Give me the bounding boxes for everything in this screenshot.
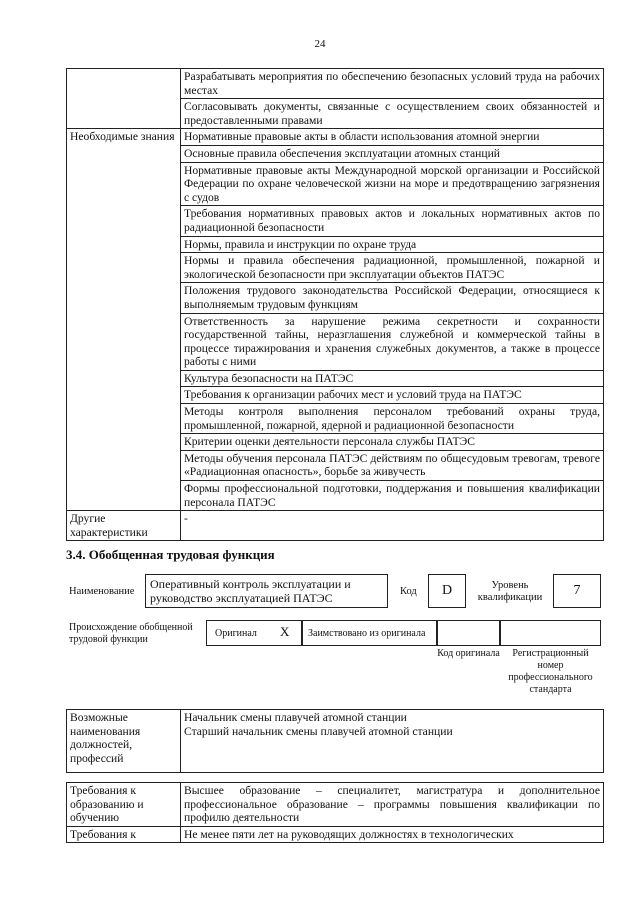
page-number: 24 [314,38,326,50]
registration-number-caption: Регистрационный номер профессионального стандарта [508,648,593,695]
original-code-caption: Код оригинала [437,648,500,659]
row-value: Методы контроля выполнения персоналом требований охраны труда, промышленной, пожарной, ядерной и радиационной безопасности [181,404,604,434]
row-value: Нормативные правовые акты Международной морской организации и Российской Федерации по охране человеческой жизни на море и предотвращению загрязнения с судов [181,162,604,206]
original-code-cell [437,620,500,646]
experience-value: Не менее пяти лет на руководящих должностях в технологических [181,826,604,843]
positions-label: Возможные наименования должностей, профессий [67,710,181,773]
positions-row [67,710,604,773]
education-label: Требования к образованию и обучению [67,783,181,827]
code-value-box: D [428,574,466,608]
origin-label: Происхождение обобщенной трудовой функции [69,622,193,645]
row-value: Нормы и правила обеспечения радиационной, промышленной, пожарной и экологической безопасности при эксплуатации объектов ПАТЭС [181,253,604,283]
row-value: Требования к организации рабочих мест и условий труда на ПАТЭС [181,387,604,404]
row-value: Критерии оценки деятельности персонала службы ПАТЭС [181,434,604,451]
borrowed-label: Заимствовано из оригинала [308,628,426,639]
registration-number-cell [500,620,601,646]
positions-cell [181,710,604,773]
row-value: Ответственность за нарушение режима секретности и сохранности государственной тайны, неразглашения служебной и коммерческой тайны в процессе тиражирования и хранения служебных документов, а также в процессе работы с ними [181,313,604,370]
function-name-box: Оперативный контроль эксплуатации и руководство эксплуатацией ПАТЭС [145,574,388,608]
row-value: Формы профессиональной подготовки, поддержания и повышения квалификации персонала ПАТЭС [181,481,604,511]
requirements-row [67,826,604,843]
row-label [67,69,181,129]
row-value: Требования нормативных правовых актов и локальных нормативных актов по радиационной безопасности [181,206,604,236]
table-row [67,69,604,99]
row-label: Необходимые знания [67,129,181,511]
table-row [67,129,604,146]
name-label: Наименование [69,586,135,597]
row-value: Нормы, правила и инструкции по охране труда [181,236,604,253]
borrowed-cell [302,620,437,646]
education-value: Высшее образование – специалитет, магистратура и дополнительное профессиональное образование – программы повышения квалификации по профилю деятельности [181,783,604,827]
code-label: Код [400,586,417,597]
requirements-table [66,782,604,843]
row-value: Основные правила обеспечения эксплуатации атомных станций [181,145,604,162]
level-label: Уровень квалификации [477,580,543,603]
position-line: Старший начальник смены плавучей атомной станции [184,724,453,738]
experience-label: Требования к [67,826,181,843]
original-label: Оригинал [215,628,257,639]
row-value: - [181,511,604,541]
row-value: Культура безопасности на ПАТЭС [181,370,604,387]
position-line: Начальник смены плавучей атомной станции [184,711,407,724]
requirements-row [67,783,604,827]
knowledge-table [66,68,604,541]
row-value: Нормативные правовые акты в области использования атомной энергии [181,129,604,146]
positions-table [66,709,604,773]
section-heading: 3.4. Обобщенная трудовая функция [66,547,275,562]
original-cell [206,620,302,646]
table-row [67,511,604,541]
row-value: Положения трудового законодательства Российской Федерации, относящиеся к выполняемым трудовым функциям [181,283,604,313]
row-label: Другие характеристики [67,511,181,541]
row-value: Методы обучения персонала ПАТЭС действиям по общесудовым тревогам, тревоге «Радиационная опасность», борьбе за живучесть [181,450,604,480]
level-value-box: 7 [553,574,601,608]
row-value: Разрабатывать мероприятия по обеспечению безопасных условий труда на рабочих местах [181,69,604,99]
row-value: Согласовывать документы, связанные с осуществлением своих обязанностей и предоставленными правами [181,99,604,129]
original-mark: X [280,624,290,639]
